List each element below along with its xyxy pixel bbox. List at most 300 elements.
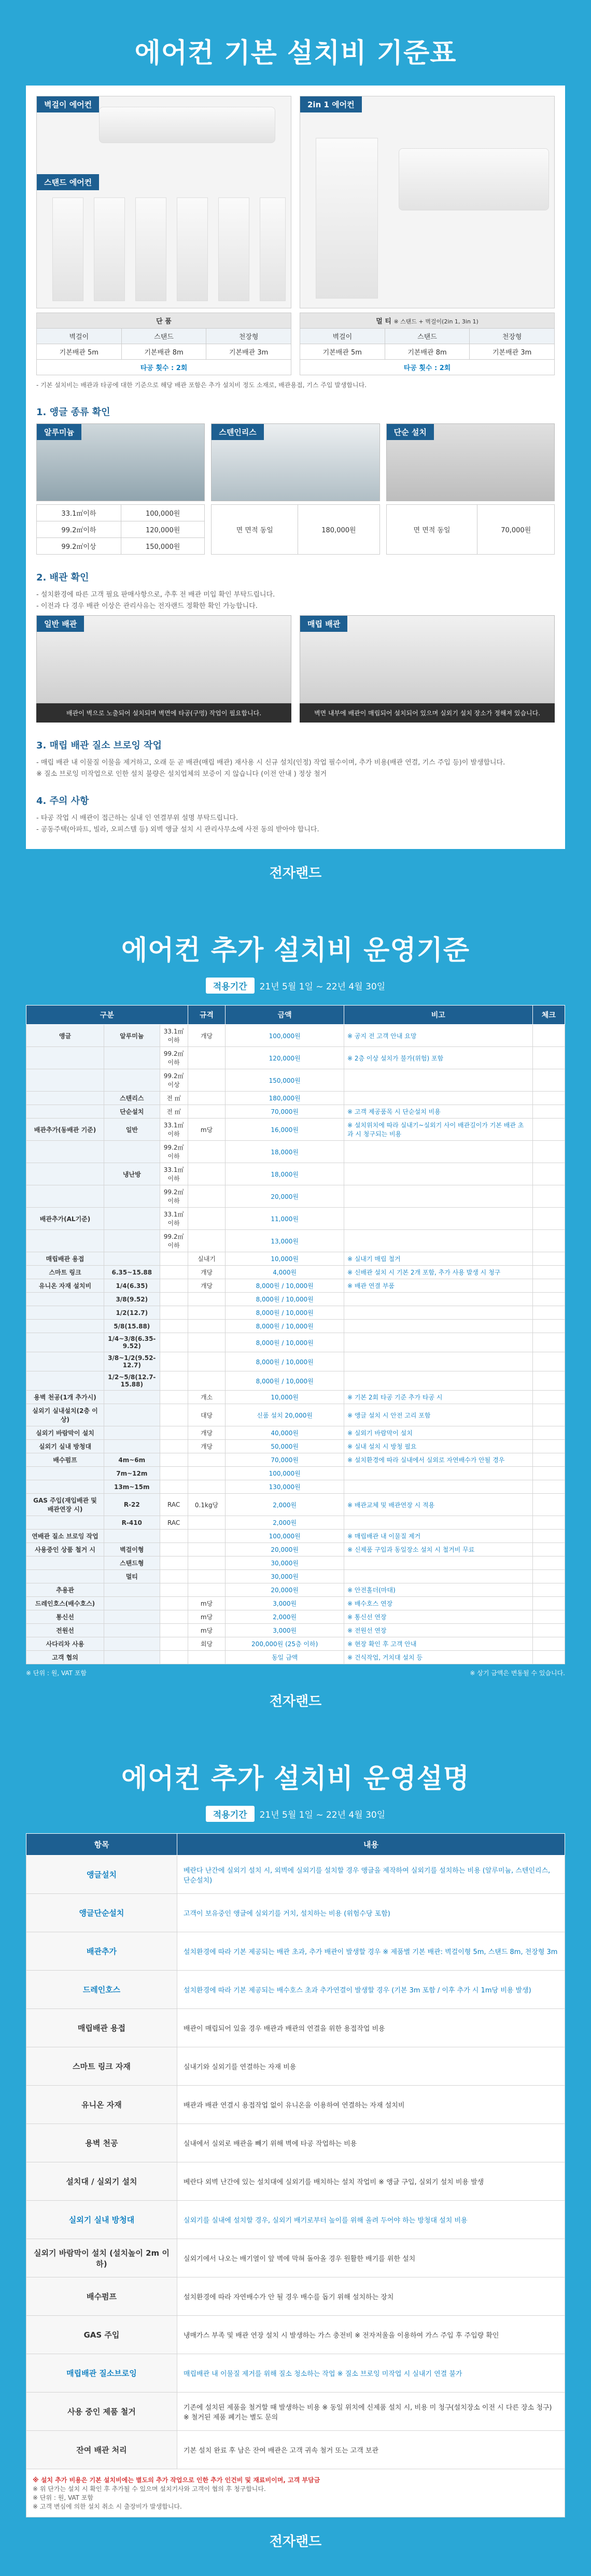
desc-row	[26, 2239, 565, 2277]
fee-category	[26, 1185, 104, 1208]
fee-size	[160, 1404, 188, 1426]
fee-spec	[188, 1163, 226, 1185]
desc-row	[26, 2162, 565, 2201]
desc-row	[26, 1971, 565, 2009]
desc-item: 용벽 천공	[26, 2124, 177, 2162]
desc-content: 매립배관 내 이물질 제거를 위해 질소 청소하는 작업 ※ 질소 브로잉 미작업 시 실내기 연결 불가	[177, 2354, 565, 2393]
fee-check-cell[interactable]	[532, 1494, 565, 1516]
fee-row	[26, 1163, 565, 1185]
fee-category	[26, 1092, 104, 1105]
fee-row	[26, 1467, 565, 1480]
fee-remark: ※ 실외기 바람막이 설치	[344, 1426, 532, 1440]
fee-category	[26, 1047, 104, 1069]
fee-category	[26, 1556, 104, 1570]
desc-row	[26, 1856, 565, 1894]
caution-note: - 타공 작업 시 배관이 접근하는 실내 인 연결부위 설명 부탁드립니다.	[36, 814, 238, 822]
fee-category: 추용관	[26, 1583, 104, 1597]
stand-ac-image-5	[218, 197, 249, 301]
fee-remark	[344, 1092, 532, 1105]
fee-remark: ※ 안전홀더(마대)	[344, 1583, 532, 1597]
fee-check-cell[interactable]	[532, 1530, 565, 1543]
fee-spec	[188, 1306, 226, 1320]
fee-check-cell[interactable]	[532, 1092, 565, 1105]
fee-size: 전 ㎡	[160, 1105, 188, 1119]
col-wall: 벽걸이	[37, 329, 122, 344]
fee-check-cell[interactable]	[532, 1404, 565, 1426]
fee-size	[160, 1266, 188, 1279]
fee-size	[160, 1440, 188, 1453]
fee-subcategory	[104, 1530, 160, 1543]
fee-check-cell[interactable]	[532, 1516, 565, 1530]
fee-subcategory: 알루미늄	[104, 1025, 160, 1047]
extra-fee-table	[26, 1005, 565, 1664]
pipe-note: - 설치환경에 따른 고객 필요 판매사항으로, 추후 전 배관 미입 확인 부탁드립니다.	[36, 591, 275, 599]
single-title: 단 품	[37, 313, 291, 329]
fee-row	[26, 1624, 565, 1637]
fee-spec	[188, 1651, 226, 1664]
fee-spec	[188, 1293, 226, 1306]
fee-check-cell[interactable]	[532, 1069, 565, 1092]
fee-subcategory	[104, 1637, 160, 1651]
fee-amount: 8,000원 / 10,000원	[226, 1352, 344, 1371]
fee-row	[26, 1494, 565, 1516]
fee-subcategory: 3/8(9.52)	[104, 1293, 160, 1306]
fee-amount: 10,000원	[226, 1252, 344, 1266]
fee-check-cell[interactable]	[532, 1279, 565, 1293]
fee-row	[26, 1333, 565, 1352]
fee-size	[160, 1293, 188, 1306]
fee-remark	[344, 1293, 532, 1306]
alu-price: 100,000원	[121, 505, 204, 521]
fee-spec: 개소	[188, 1391, 226, 1404]
fee-spec	[188, 1208, 226, 1230]
fee-row	[26, 1306, 565, 1320]
fee-size: 33.1㎡이하	[160, 1163, 188, 1185]
heading-pipe: 2. 배관 확인	[36, 572, 89, 583]
fee-amount: 120,000원	[226, 1047, 344, 1069]
multi-sub: ※ 스탠드 + 벽걸이(2in 1, 3in 1)	[393, 318, 479, 325]
fee-category: 사용중인 상품 철거 시	[26, 1543, 104, 1556]
stand-ac-image-3	[135, 197, 166, 301]
fee-check-cell[interactable]	[532, 1252, 565, 1266]
desc-row	[26, 2393, 565, 2431]
fee-amount: 70,000원	[226, 1453, 344, 1467]
fee-subcategory: 멀티	[104, 1570, 160, 1583]
fee-subcategory: 13m~15m	[104, 1480, 160, 1494]
alu-size: 99.2㎡이하	[37, 521, 121, 538]
fee-remark	[344, 1371, 532, 1391]
fee-remark: ※ 전원선 연장	[344, 1624, 532, 1637]
fee-row	[26, 1637, 565, 1651]
fee-remark: ※ 실내기 매립 철거	[344, 1252, 532, 1266]
fee-remark	[344, 1163, 532, 1185]
fee-amount: 3,000원	[226, 1597, 344, 1610]
fee-size: 99.2㎡이하	[160, 1185, 188, 1208]
fee-remark	[344, 1480, 532, 1494]
fee-size: 전 ㎡	[160, 1092, 188, 1105]
fee-amount: 130,000원	[226, 1480, 344, 1494]
fee-check-cell[interactable]	[532, 1266, 565, 1279]
fee-amount: 8,000원 / 10,000원	[226, 1371, 344, 1391]
fee-check-cell[interactable]	[532, 1119, 565, 1141]
stand-2in1-image	[316, 138, 378, 299]
fee-subcategory	[104, 1230, 160, 1252]
fee-row	[26, 1025, 565, 1047]
fee-size	[160, 1453, 188, 1467]
angle-stain-tag: 스텐인리스	[212, 424, 263, 440]
note-line: ※ 고객 변심에 의한 설치 취소 시 출장비가 발생합니다.	[33, 2503, 182, 2510]
fee-category: 통신선	[26, 1610, 104, 1624]
angle-alu-image	[36, 423, 205, 501]
fee-subcategory: 스탠드형	[104, 1556, 160, 1570]
pipe-note: - 이전과 다 경우 배관 이상은 관리사유는 전자랜드 정확한 확인 가능합니다.	[36, 602, 258, 610]
fee-category	[26, 1230, 104, 1252]
desc-row	[26, 2201, 565, 2239]
fee-category	[26, 1516, 104, 1530]
desc-content: 고객이 보유중인 앵글에 실외기를 거치, 설치하는 비용 (위험수당 포함)	[177, 1894, 565, 1932]
fee-size	[160, 1583, 188, 1597]
fee-remark	[344, 1516, 532, 1530]
fee-row	[26, 1404, 565, 1426]
fee-subcategory: 1/2~5/8(12.7-15.88)	[104, 1371, 160, 1391]
single-table	[36, 313, 291, 375]
fee-check-cell[interactable]	[532, 1208, 565, 1230]
fee-size	[160, 1279, 188, 1293]
val-wall: 기본배관 5m	[300, 344, 385, 360]
fee-amount: 13,000원	[226, 1230, 344, 1252]
desc-content: 실외기에서 나오는 배기열이 앞 벽에 막혀 돌아올 경우 원활한 배기를 위한 설치	[177, 2239, 565, 2277]
alu-price: 150,000원	[121, 538, 204, 555]
desc-content: 배관과 배관 연결시 용접작업 없이 유니온을 이용하여 연결하는 자재 설치비	[177, 2086, 565, 2124]
fee-category	[26, 1570, 104, 1583]
fee-check-cell[interactable]	[532, 1320, 565, 1333]
fee-check-cell[interactable]	[532, 1610, 565, 1624]
fee-row	[26, 1352, 565, 1371]
fee-row	[26, 1570, 565, 1583]
fee-subcategory	[104, 1440, 160, 1453]
desc-content: 실내에서 실외로 배관을 빼기 위해 벽에 타공 작업하는 비용	[177, 2124, 565, 2162]
fee-amount: 180,000원	[226, 1092, 344, 1105]
desc-row	[26, 2277, 565, 2316]
fee-subcategory: 6.35~15.88	[104, 1266, 160, 1279]
fee-check-cell[interactable]	[532, 1480, 565, 1494]
fee-row	[26, 1279, 565, 1293]
desc-item: GAS 주입	[26, 2316, 177, 2354]
period-badge: 적용기간	[206, 1806, 255, 1822]
desc-item: 실외기 바람막이 설치 (설치높이 2m 이하)	[26, 2239, 177, 2277]
section-basic-fee	[0, 0, 591, 902]
fee-check-cell[interactable]	[532, 1306, 565, 1320]
fee-size	[160, 1371, 188, 1391]
fee-subcategory	[104, 1426, 160, 1440]
fee-check-cell[interactable]	[532, 1025, 565, 1047]
fee-check-cell[interactable]	[532, 1371, 565, 1391]
fee-check-cell[interactable]	[532, 1637, 565, 1651]
fee-spec: m당	[188, 1597, 226, 1610]
col-ceiling: 천장형	[470, 329, 555, 344]
fee-amount: 신품 설치 20,000원	[226, 1404, 344, 1426]
fee-remark	[344, 1306, 532, 1320]
fee-spec: 대당	[188, 1404, 226, 1426]
fee-check-cell[interactable]	[532, 1440, 565, 1453]
fee-check-cell[interactable]	[532, 1543, 565, 1556]
desc-notes	[26, 2469, 565, 2517]
fee-row	[26, 1480, 565, 1494]
fee-subcategory: R-410	[104, 1516, 160, 1530]
period	[26, 978, 565, 994]
desc-row	[26, 2009, 565, 2047]
pipe-normal	[36, 615, 291, 723]
stain-price: 180,000원	[298, 505, 379, 555]
fee-amount: 200,000원 (25층 이하)	[226, 1637, 344, 1651]
fee-subcategory: 4m~6m	[104, 1453, 160, 1467]
fee-check-cell[interactable]	[532, 1293, 565, 1306]
fee-subcategory: 1/2(12.7)	[104, 1306, 160, 1320]
fee-amount: 동일 금액	[226, 1651, 344, 1664]
section-title: 에어컨 추가 설치비 운영기준	[121, 935, 470, 966]
fee-check-cell[interactable]	[532, 1426, 565, 1440]
fee-size	[160, 1610, 188, 1624]
fee-check-cell[interactable]	[532, 1333, 565, 1352]
fee-spec	[188, 1069, 226, 1092]
fee-spec	[188, 1583, 226, 1597]
fee-amount: 8,000원 / 10,000원	[226, 1306, 344, 1320]
fee-remark	[344, 1208, 532, 1230]
fee-category	[26, 1141, 104, 1163]
fee-remark: ※ 건식작업, 거치대 설치 등	[344, 1651, 532, 1664]
section-extra-fee	[0, 902, 591, 1731]
fee-row	[26, 1556, 565, 1570]
fee-category: 실외기 실내설치(2층 이상)	[26, 1404, 104, 1426]
fee-subcategory	[104, 1624, 160, 1637]
fee-check-cell[interactable]	[532, 1047, 565, 1069]
fee-check-cell[interactable]	[532, 1624, 565, 1637]
alu-price: 120,000원	[121, 521, 204, 538]
fee-remark: ※ 통신선 연장	[344, 1610, 532, 1624]
fee-category: 스마트 링크	[26, 1266, 104, 1279]
desc-content: 베란다 난간에 실외기 설치 시, 외벽에 실외기를 설치할 경우 앵글을 제작하여 실외기를 설치하는 비용 (알루미늄, 스텐인리스, 단순설치)	[177, 1856, 565, 1894]
fee-row	[26, 1597, 565, 1610]
fee-category	[26, 1480, 104, 1494]
fee-subcategory	[104, 1047, 160, 1069]
desc-item: 매립배관 용접	[26, 2009, 177, 2047]
pipe-normal-tag: 일반 배관	[37, 616, 84, 632]
stain-size: 면 면적 동일	[212, 505, 298, 555]
fee-check-cell[interactable]	[532, 1352, 565, 1371]
alu-price-table	[36, 504, 205, 555]
val-ceiling: 기본배관 3m	[470, 344, 555, 360]
fee-amount: 20,000원	[226, 1185, 344, 1208]
note-line: ※ 단위 : 원, VAT 포함	[33, 2494, 93, 2501]
val-wall: 기본배관 5m	[37, 344, 122, 360]
wall-ac-image	[99, 107, 275, 143]
fee-amount: 18,000원	[226, 1163, 344, 1185]
brand-logo: 전자랜드	[269, 2534, 322, 2550]
fee-amount: 20,000원	[226, 1583, 344, 1597]
fee-amount: 100,000원	[226, 1025, 344, 1047]
val-stand: 기본배관 8m	[121, 344, 206, 360]
fee-subcategory	[104, 1141, 160, 1163]
fee-subcategory	[104, 1597, 160, 1610]
fee-category: 유니온 자재 설치비	[26, 1279, 104, 1293]
single-foot: 타공 횟수 : 2회	[37, 360, 291, 375]
desc-content: 설치환경에 따라 기본 제공되는 배수호스 초과 추가연결이 발생할 경우 (기본 3m 포함 / 이후 추가 시 1m당 비용 발생)	[177, 1971, 565, 2009]
fee-spec: 개당	[188, 1426, 226, 1440]
fee-amount: 20,000원	[226, 1543, 344, 1556]
simple-size: 면 면적 동일	[386, 505, 477, 555]
pipe-buried-tag: 매립 배관	[300, 616, 347, 632]
fee-check-cell[interactable]	[532, 1185, 565, 1208]
fee-size	[160, 1352, 188, 1371]
period-badge: 적용기간	[206, 978, 255, 994]
fee-check-cell[interactable]	[532, 1467, 565, 1480]
fee-spec	[188, 1453, 226, 1467]
fee-category	[26, 1105, 104, 1119]
fee-size	[160, 1467, 188, 1480]
fee-size: 33.1㎡이하	[160, 1208, 188, 1230]
brand-logo: 전자랜드	[269, 1694, 322, 1709]
stain-price-table	[211, 504, 379, 555]
fee-check-cell[interactable]	[532, 1651, 565, 1664]
desc-item: 배관추가	[26, 1932, 177, 1971]
fee-amount: 8,000원 / 10,000원	[226, 1333, 344, 1352]
col-ceiling: 천장형	[206, 329, 291, 344]
fee-category: 배관추가(동배관 기준)	[26, 1119, 104, 1141]
fee-remark: ※ 기본 2회 타공 기준 추가 타공 시	[344, 1391, 532, 1404]
fee-remark: ※ 신제품 구입과 동일장소 설치 시 철거비 무료	[344, 1543, 532, 1556]
fee-remark: ※ 고객 제공품목 시 단순설치 비용	[344, 1105, 532, 1119]
fee-category	[26, 1069, 104, 1092]
multi-foot: 타공 횟수 : 2회	[300, 360, 555, 375]
fee-amount: 3,000원	[226, 1624, 344, 1637]
desc-content: 실외기를 실내에 설치할 경우, 실외기 배기로부터 높이를 위해 올려 두어야 하는 방청대 설치 비용	[177, 2201, 565, 2239]
fee-remark: ※ 신배관 설치 시 기본 2개 포함, 추가 사용 발생 시 청구	[344, 1266, 532, 1279]
angle-stain-image	[211, 423, 379, 501]
desc-content: 기존에 설치된 제품을 철거할 때 발생하는 비용 ※ 동일 위치에 신제품 설치 시, 비용 미 청구(설치장소 이전 시 다른 장소 청구) ※ 철거된 제품 폐기는 별도 문의	[177, 2393, 565, 2431]
desc-item: 실외기 실내 방청대	[26, 2201, 177, 2239]
head-check: 체크	[532, 1006, 565, 1025]
fee-size	[160, 1252, 188, 1266]
fee-row	[26, 1371, 565, 1391]
multi-title: 멀 티	[376, 318, 391, 325]
fee-spec: 개당	[188, 1440, 226, 1453]
fee-category	[26, 1163, 104, 1185]
fee-check-cell[interactable]	[532, 1570, 565, 1583]
fee-check-cell[interactable]	[532, 1391, 565, 1404]
fee-spec	[188, 1105, 226, 1119]
caution-note: - 공동주택(아파트, 빌라, 오피스텔 등) 외벽 앵글 설치 시 관리사무소에 사전 동의 받아야 합니다.	[36, 826, 319, 833]
fee-row	[26, 1105, 565, 1119]
desc-item: 스마트 링크 자재	[26, 2047, 177, 2086]
foot-left: ※ 단위 : 원, VAT 포함	[26, 1669, 87, 1677]
fee-spec	[188, 1320, 226, 1333]
angle-simple-tag: 단순 설치	[387, 424, 434, 440]
fee-spec	[188, 1333, 226, 1352]
fee-row	[26, 1069, 565, 1092]
section-extra-desc	[0, 1731, 591, 2576]
fee-check-cell[interactable]	[532, 1141, 565, 1163]
fee-check-cell[interactable]	[532, 1163, 565, 1185]
fee-check-cell[interactable]	[532, 1597, 565, 1610]
fee-subcategory: 1/4(6.35)	[104, 1279, 160, 1293]
desc-item: 잔여 배관 처리	[26, 2431, 177, 2469]
fee-remark	[344, 1467, 532, 1480]
fee-spec: 회당	[188, 1637, 226, 1651]
fee-spec	[188, 1480, 226, 1494]
desc-row	[26, 2354, 565, 2393]
fee-row	[26, 1230, 565, 1252]
fee-amount: 8,000원 / 10,000원	[226, 1293, 344, 1306]
fee-row	[26, 1266, 565, 1279]
fee-amount: 40,000원	[226, 1426, 344, 1440]
desc-content: 배관이 매립되어 있을 경우 배관과 배관의 연결을 위한 용접작업 비용	[177, 2009, 565, 2047]
fee-remark	[344, 1333, 532, 1352]
fee-subcategory	[104, 1651, 160, 1664]
fee-amount: 11,000원	[226, 1208, 344, 1230]
fee-row	[26, 1583, 565, 1597]
fee-size: 99.2㎡이하	[160, 1230, 188, 1252]
fee-size: RAC	[160, 1494, 188, 1516]
fee-subcategory: 일반	[104, 1119, 160, 1141]
single-box	[36, 96, 291, 375]
fee-remark: ※ 배관 연결 부품	[344, 1279, 532, 1293]
fee-remark: ※ 2층 이상 설치가 불가(위험) 포함	[344, 1047, 532, 1069]
fee-remark: ※ 실내 설치 시 방청 필요	[344, 1440, 532, 1453]
fee-amount: 8,000원 / 10,000원	[226, 1279, 344, 1293]
fee-check-cell[interactable]	[532, 1583, 565, 1597]
alu-size: 33.1㎡이하	[37, 505, 121, 521]
fee-size: 99.2㎡이상	[160, 1069, 188, 1092]
fee-subcategory: 1/4~3/8(6.35-9.52)	[104, 1333, 160, 1352]
fee-row	[26, 1651, 565, 1664]
heading-caution: 4. 주의 사항	[36, 796, 89, 806]
fee-spec	[188, 1185, 226, 1208]
fee-spec	[188, 1047, 226, 1069]
section-title: 에어컨 추가 설치비 운영설명	[121, 1763, 470, 1794]
fee-spec: 개당	[188, 1266, 226, 1279]
fee-check-cell[interactable]	[532, 1230, 565, 1252]
fee-size	[160, 1306, 188, 1320]
fee-subcategory: R-22	[104, 1494, 160, 1516]
fee-size	[160, 1320, 188, 1333]
fee-spec: m당	[188, 1610, 226, 1624]
fee-row	[26, 1426, 565, 1440]
head-content: 내용	[177, 1834, 565, 1856]
fee-category: 전원선	[26, 1624, 104, 1637]
blow-note: - 매립 배관 내 이물질 이물을 제거하고, 오래 둔 곧 배관(매립 배관) 재사용 시 신규 설치(인정) 작업 필수이며, 추가 비용(배관 연결, 기스 주입 등)이 발생합니다.	[36, 759, 505, 767]
fee-amount: 30,000원	[226, 1570, 344, 1583]
fee-check-cell[interactable]	[532, 1453, 565, 1467]
fee-size	[160, 1333, 188, 1352]
fee-spec	[188, 1230, 226, 1252]
fee-category	[26, 1352, 104, 1371]
desc-content: 베란다 외벽 난간에 있는 설치대에 실외기를 배치하는 설치 작업비 ※ 앵글 구입, 실외기 설치 비용 발생	[177, 2162, 565, 2201]
desc-item: 앵글단순설치	[26, 1894, 177, 1932]
fee-remark	[344, 1230, 532, 1252]
stand-ac-image-6	[260, 197, 286, 301]
fee-category	[26, 1333, 104, 1352]
fee-amount: 18,000원	[226, 1141, 344, 1163]
fee-subcategory: 스텐리스	[104, 1092, 160, 1105]
brand-logo: 전자랜드	[269, 866, 322, 881]
fee-subcategory	[104, 1404, 160, 1426]
fee-size	[160, 1530, 188, 1543]
fee-amount: 30,000원	[226, 1556, 344, 1570]
fee-check-cell[interactable]	[532, 1105, 565, 1119]
fee-check-cell[interactable]	[532, 1556, 565, 1570]
fee-row	[26, 1252, 565, 1266]
val-stand: 기본배관 8m	[385, 344, 470, 360]
